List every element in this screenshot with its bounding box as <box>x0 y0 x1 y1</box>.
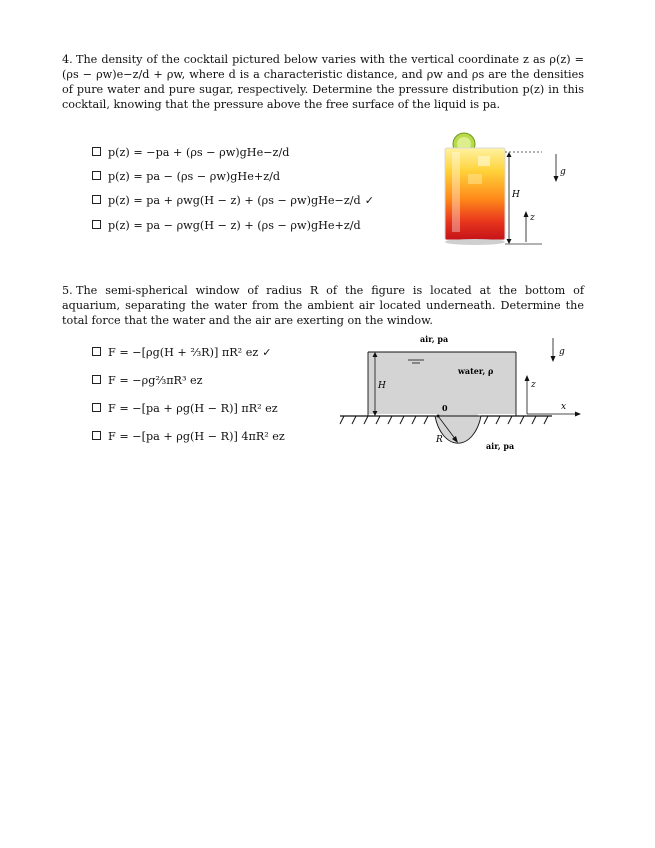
q4-height-label: H <box>512 190 520 200</box>
checkbox[interactable] <box>92 171 101 180</box>
checkbox[interactable] <box>92 220 101 229</box>
q4-option-2-label: p(z) = pa − (ρs − ρw)gHe+z/d <box>108 170 281 183</box>
check-mark-icon: ✓ <box>262 346 272 359</box>
q4-option-3-label: p(z) = pa + ρwg(H − z) + (ρs − ρw)gHe−z/d <box>108 194 361 207</box>
q5-height-label: H <box>378 381 386 391</box>
q5-option-4[interactable] <box>92 430 289 444</box>
cocktail-figure <box>430 126 580 256</box>
q4-option-1-label: p(z) = −pa + (ρs − ρw)gHe−z/d <box>108 146 290 159</box>
q5-x-axis-label: x <box>561 402 567 412</box>
question-5-body: The semi-spherical window of radius R of the figure is located at the bottom of aquarium, separating the water from the ambient air located underneath. Determine the total force that the water and the air are exerting on the window. <box>62 284 584 327</box>
q5-z-axis-label: z <box>531 380 536 390</box>
question-4-number: 4. <box>62 53 73 66</box>
q4-gravity-label: g <box>560 167 566 177</box>
air-bottom-label: air, pa <box>486 441 515 451</box>
q5-option-3[interactable] <box>92 402 282 416</box>
checkbox[interactable] <box>92 347 101 356</box>
checkbox[interactable] <box>92 431 101 440</box>
origin-label: 0 <box>442 403 448 413</box>
q5-gravity-label: g <box>559 347 565 357</box>
check-mark-icon: ✓ <box>364 194 375 207</box>
question-5-number: 5. <box>62 284 73 297</box>
checkbox[interactable] <box>92 195 101 204</box>
question-5-text <box>62 283 584 328</box>
checkbox[interactable] <box>92 147 101 156</box>
radius-label: R <box>436 435 443 445</box>
checkbox[interactable] <box>92 375 101 384</box>
q5-option-1[interactable] <box>92 346 272 360</box>
q5-option-4-label: F = −[pa + ρg(H − R)] 4πR² ez <box>108 430 285 443</box>
aquarium-figure <box>340 332 590 462</box>
checkbox[interactable] <box>92 403 101 412</box>
q4-option-2[interactable] <box>92 170 284 184</box>
q5-option-3-label: F = −[pa + ρg(H − R)] πR² ez <box>108 402 278 415</box>
water-label: water, ρ <box>458 366 494 376</box>
q5-option-2-label: F = −ρg⅔πR³ ez <box>108 374 203 387</box>
q4-option-1[interactable] <box>92 146 293 160</box>
q4-option-4-label: p(z) = pa − ρwg(H − z) + (ρs − ρw)gHe+z/d <box>108 219 361 232</box>
q4-option-3[interactable] <box>92 194 374 208</box>
question-4-text <box>62 52 584 112</box>
air-top-label: air, pa <box>420 334 449 344</box>
q5-option-1-label: F = −[ρg(H + ⅔R)] πR² ez <box>108 346 259 359</box>
question-4-body: The density of the cocktail pictured below varies with the vertical coordinate z as ρ(z) = (ρs − ρw)e−z/d + ρw, where d is a characteristic distance, and ρw and ρs are the densities of pure water and pure sugar, respectively. Determine the pressure distribution p(z) in this cocktail, knowing that the pressure above the free surface of the liquid is pa. <box>62 53 584 111</box>
cocktail-glass-icon <box>445 133 505 245</box>
q4-z-axis-label: z <box>530 213 535 223</box>
q4-option-4[interactable] <box>92 219 365 233</box>
q5-option-2[interactable] <box>92 374 207 388</box>
